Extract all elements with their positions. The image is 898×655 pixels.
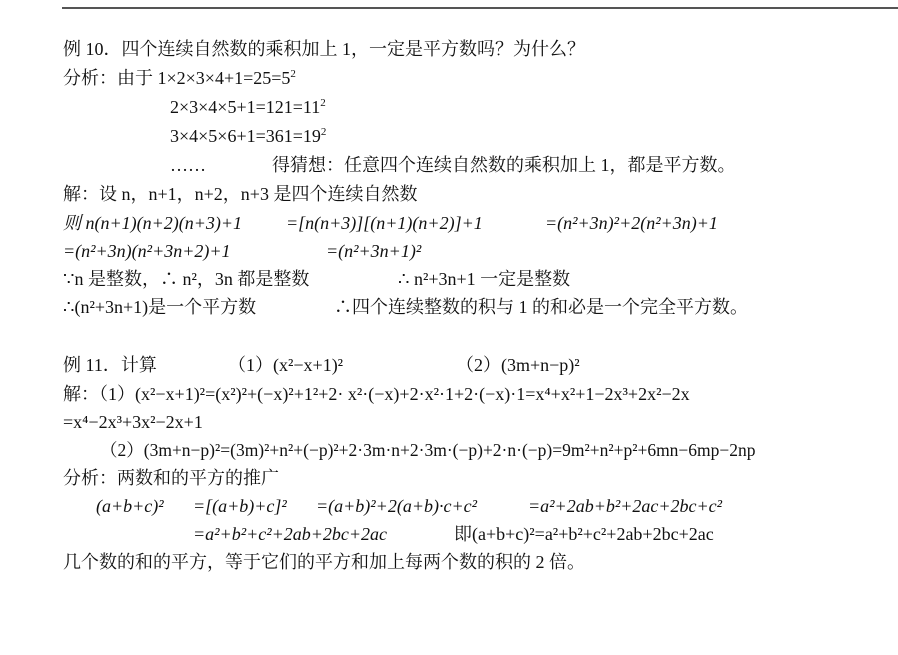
gen-formula-result: 即(a+b+c)²=a²+b²+c²+2ab+2bc+2ac [454,524,714,544]
solution-intro: 解：设 n，n+1，n+2，n+3 是四个连续自然数 [63,184,418,204]
exponent: 2 [290,68,296,80]
exponent: 2 [320,97,326,109]
conclusion-a: ∴(n²+3n+1)是一个平方数 [63,297,257,317]
step2: =(n²+3n)(n²+3n+2)+1 [63,241,231,261]
gen-formula-step1: =[(a+b)+c]² [193,496,287,516]
example11-solution2: （2）(3m+n−p)²=(3m)²+n²+(−p)²+2·3m·n+2·3m·(−p)+2·n·(−p)=9m²+n²+p²+6mn−6mp−2np [100,440,756,460]
gen-formula-step4: =a²+b²+c²+2ab+2bc+2ac [193,524,388,544]
example11-title: 例 11．计算 [63,355,157,375]
example11-analysis: 分析：两数和的平方的推广 [63,468,279,488]
example10-analysis-line2 [170,96,326,118]
equation: 2×3×4×5+1=121=11 [170,97,321,117]
gen-formula-lhs: (a+b+c)² [96,496,164,516]
top-rule [62,7,898,9]
step1: 则 n(n+1)(n+2)(n+3)+1 [63,213,243,233]
because-line: ∵n 是整数，∴ n²，3n 都是整数 [63,269,310,289]
example11-solution1: 解：（1）(x²−x+1)²=(x²)²+(−x)²+1²+2· x²·(−x)+2·x²·1+2·(−x)·1=x⁴+x²+1−2x³+2x²−2x [63,384,690,404]
gen-formula-step2: =(a+b)²+2(a+b)·c+c² [316,496,477,516]
conclusion-b: ∴四个连续整数的积与 1 的和必是一个完全平方数。 [334,297,748,317]
ellipsis: …… [170,155,206,175]
step2b: =(n²+3n+1)² [326,241,422,261]
analysis-text: 分析：由于 1×2×3×4+1=25=5 [63,68,291,88]
step1b: =[n(n+3)][(n+1)(n+2)]+1 [286,213,483,233]
example11-part2: （2）(3m+n−p)² [456,355,580,375]
example11-solution1b: =x⁴−2x³+3x²−2x+1 [63,412,203,432]
example10-analysis-line3 [170,125,326,147]
gen-formula-step3: =a²+2ab+b²+2ac+2bc+c² [528,496,723,516]
example11-part1: （1）(x²−x+1)² [228,355,344,375]
conjecture: 得猜想：任意四个连续自然数的乘积加上 1，都是平方数。 [272,155,736,175]
therefore-line: ∴ n²+3n+1 一定是整数 [398,269,571,289]
example10-title: 例 10．四个连续自然数的乘积加上 1，一定是平方数吗？为什么？ [63,39,585,59]
example10-analysis-line1 [63,67,296,89]
step1c: =(n²+3n)²+2(n²+3n)+1 [545,213,718,233]
equation: 3×4×5×6+1=361=19 [170,126,321,146]
summary: 几个数的和的平方，等于它们的平方和加上每两个数的积的 2 倍。 [63,552,585,572]
exponent: 2 [320,126,327,138]
